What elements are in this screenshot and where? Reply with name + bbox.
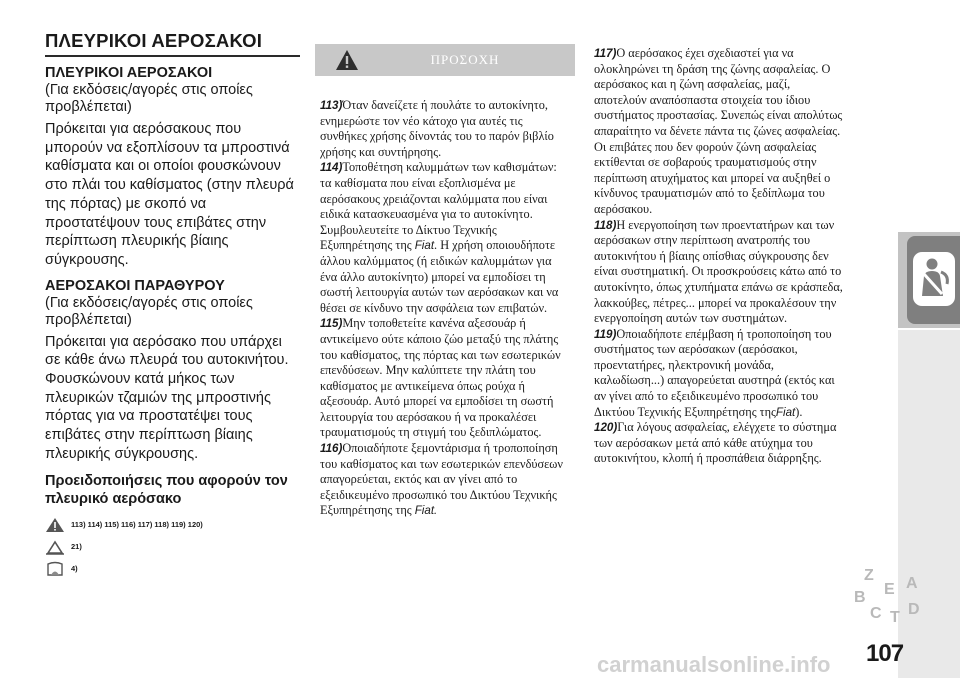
note-text: Οποιαδήποτε ξεμοντάρισμα ή τροποποίηση του καθίσματος και των εσωτερικών επενδύσεων απαγορεύεται, εκτός και αν γίνει από το εξειδικευμένο προσωπικό του Δικτύου Τεχνικής Εξυπηρέτησης της <box>320 441 563 518</box>
ref-caution-row <box>45 538 300 556</box>
note-text: Μην τοποθετείτε κανένα αξεσουάρ ή αντικείμενο ούτε κάποιο ζώο μεταξύ της πλάτης του καθίσματος, της πόρτας και των εσωτερικών επενδύσεων. Μην καλύπτετε την πλάτη του καθίσματος με αντικείμενα όπως ρούχα ή αξεσουάρ. Αυτό μπορεί να εμποδίσει τη σωστή λειτουργία του αερόσακου ή να προκαλέσει τραυματισμούς τη στιγμή του ξεδιπλώματος. <box>320 316 561 440</box>
note-114 <box>320 160 570 316</box>
note-117 <box>594 46 844 218</box>
warning-box-label: ΠΡΟΣΟΧΗ <box>430 52 500 67</box>
section-window-airbags <box>45 278 300 464</box>
note-number: 118) <box>594 218 617 232</box>
ref-text: 21) <box>71 542 82 552</box>
svg-text:D: D <box>908 601 920 618</box>
note-number: 119) <box>594 327 617 341</box>
warning-box-header <box>315 44 575 76</box>
svg-text:E: E <box>884 581 895 598</box>
section-heading: ΑΕΡΟΣΑΚΟΙ ΠΑΡΑΘΥΡΟΥ <box>45 277 225 294</box>
note-number: 113) <box>320 99 343 112</box>
brand-text: Fiat <box>775 405 796 419</box>
section-subtitle: (Για εκδόσεις/αγορές στις οποίες προβλέπεται) <box>45 294 253 328</box>
warning-triangle-icon <box>45 517 65 533</box>
caution-icon <box>45 539 65 555</box>
note-text: Η ενεργοποίηση των προεντατήρων και των αερόσακων στην περίπτωση ανατροπής του αυτοκινήτου ή βίαιης οπίσθιας σύγκρουσης δεν είναι συστηματική. Οι προσκρούσεις κάτω από το αυτοκίνητο, όπως χτυπήματα επάνω σε κράσπεδα, λακκούβες, πέτρες... μπορεί να προκαλέσουν την ενεργοποίηση αυτών των συστημάτων. <box>594 217 843 326</box>
info-icon <box>45 561 65 577</box>
note-text: Οποιαδήποτε επέμβαση ή τροποποίηση του συστήματος των αερόσακων (αερόσακοι, προεντατήρες, ηλεκτρονική μονάδα, καλωδίωση...) απαγορεύεται αυστηρά (εκτός και αν γίνει από το εξειδικευμένο προσωπικό του Δικτύου Τεχνικής Εξυπηρέτησης της <box>594 326 835 419</box>
svg-text:Z: Z <box>864 567 874 584</box>
note-116 <box>320 441 570 519</box>
note-text: ). <box>795 404 803 419</box>
svg-text:C: C <box>870 605 882 622</box>
note-number: 115) <box>320 317 343 331</box>
seatbelt-person-icon <box>913 252 955 306</box>
note-text: . Η χρήση οποιουδήποτε άλλου καλύμματος (ή ειδικών καλυμμάτων για ένα άλλο αυτοκίνητο) μπορεί να εμποδίσει τη σωστή λειτουργία αυτών των αερόσακων και να θέσει σε κίνδυνο την ασφάλεια των επιβατών. <box>320 238 559 315</box>
section-subtitle: (Για εκδόσεις/αγορές στις οποίες προβλέπεται) <box>45 82 253 115</box>
warnings-heading: Προειδοποιήσεις που αφορούν τον πλευρικό αερόσακο <box>45 472 288 507</box>
note-number: 114) <box>320 161 343 175</box>
note-text: Όταν δανείζετε ή πουλάτε το αυτοκίνητο, ενημερώστε τον νέο κάτοχο για αυτές τις συνθήκες χρήσης δίνοντάς του το παρόν βιβλίο χρήσης και συντήρησης. <box>320 98 554 159</box>
brand-text: Fiat. <box>414 504 438 518</box>
note-number: 116) <box>320 442 343 456</box>
section-body: Πρόκειται για αερόσακους που μπορούν να εξοπλίσουν τα μπροστινά καθίσματα και οι οποίοι φουσκώνουν στο πλάι του καθίσματος (στην πλευρά της πόρτας) με σκοπό να προστατέψουν τους επιβάτες στην περίπτωση πλευρικής βίαιης σύγκρουσης. <box>45 121 294 268</box>
alphabet-index-icon <box>850 562 960 628</box>
note-text: Ο αερόσακος έχει σχεδιαστεί για να ολοκληρώνει τη δράση της ζώνης ασφαλείας. Ο αερόσακος και η ζώνη ασφαλείας, μαζί, αποτελούν αναπόσπαστα στοιχεία του ίδιου συστήματος προστασίας. Συνεπώς είναι απολύτως απαραίτητο να δένετε πάντα τις ζώνες ασφαλείας. Οι επιβάτες που δεν φορούν ζώνη ασφαλείας εκτίθενται σε σοβαρούς τραυματισμούς στην περίπτωση ατυχήματος και μπορεί να αυξηθεί ο κίνδυνος τραυματισμών από το ξεδίπλωμα του αερόσακου. <box>594 46 843 216</box>
page-title: ΠΛΕΥΡΙΚΟΙ ΑΕΡΟΣΑΚΟΙ <box>45 30 263 51</box>
title-rule <box>45 55 300 57</box>
note-113 <box>320 98 570 160</box>
svg-text:B: B <box>854 589 866 606</box>
brand-text: Fiat <box>414 239 435 253</box>
note-120 <box>594 420 844 467</box>
watermark: carmanualsonline.info <box>597 652 831 677</box>
ref-text: 113) 114) 115) 116) 117) 118) 119) 120) <box>71 520 203 530</box>
section-side-airbags <box>45 65 300 270</box>
section-body: Πρόκειται για αερόσακο που υπάρχει σε κάθε άνω πλευρά του αυτοκινήτου. Φουσκώνουν κατά μήκος των πλευρικών τζαμιών της μπροστινής πόρτας για να προστατέψει τους επιβάτες στην περίπτωση βίαιης πλευρικής σύγκρουσης. <box>45 333 289 462</box>
ref-text: 4) <box>71 564 78 574</box>
chapter-tab <box>907 236 960 324</box>
note-text: Για λόγους ασφαλείας, ελέγχετε το σύστημα των αερόσακων μετά από κάθε ατύχημα του αυτοκινήτου, κλοπή ή προσπάθεια διάρρηξης. <box>594 420 837 466</box>
ref-warning-row <box>45 516 300 534</box>
middle-column <box>320 98 570 519</box>
note-118 <box>594 218 844 327</box>
note-115 <box>320 316 570 441</box>
svg-text:T: T <box>890 609 900 626</box>
svg-text:A: A <box>906 575 918 592</box>
left-column <box>45 30 300 582</box>
note-119 <box>594 327 844 421</box>
note-text: Τοποθέτηση καλυμμάτων των καθισμάτων: τα καθίσματα που είναι εξοπλισμένα με αερόσακους χρειάζονται καλύμματα που είναι ειδικά κατασκευασμένα για το αυτοκίνητο. Συμβουλευτείτε το Δίκτυο Τεχνικής Εξυπηρέτησης της <box>320 160 557 253</box>
note-number: 120) <box>594 421 618 435</box>
ref-info-row <box>45 560 300 578</box>
section-heading: ΠΛΕΥΡΙΚΟΙ ΑΕΡΟΣΑΚΟΙ <box>45 65 213 81</box>
right-column <box>594 46 844 467</box>
page-number: 107 <box>866 640 904 667</box>
note-number: 117) <box>594 47 617 60</box>
